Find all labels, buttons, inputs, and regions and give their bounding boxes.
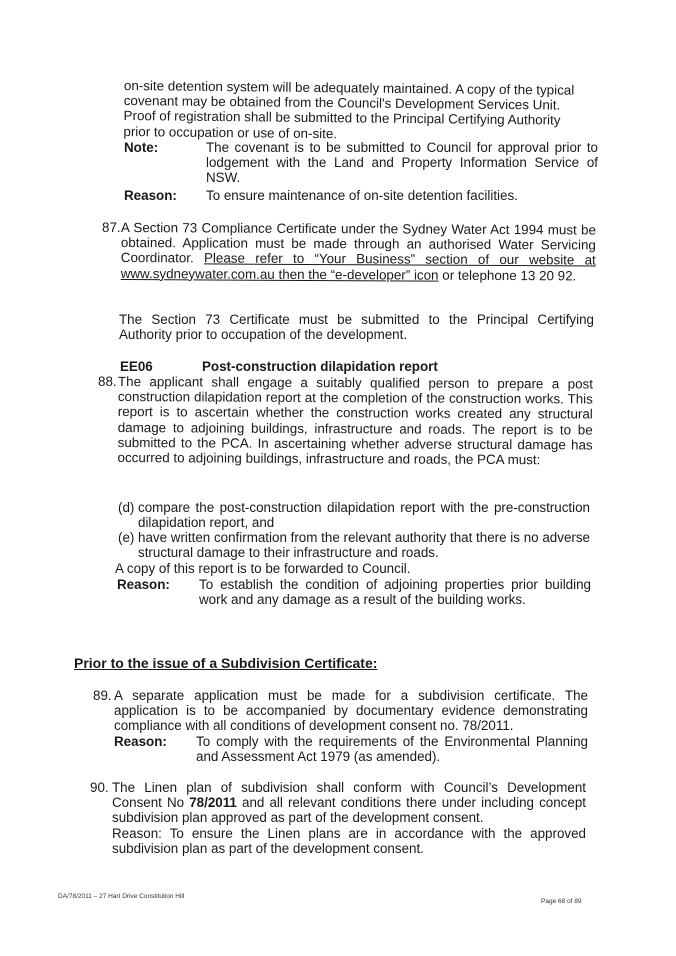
reason-label: Reason: [124,188,177,203]
section-heading: Prior to the issue of a Subdivision Certificate: [74,655,378,671]
condition-87-para2: The Section 73 Certificate must be submitted to the Principal Certifying Authority prior to occupation of the development. [119,312,594,343]
text-line: on-site detention system will be adequately maintained. A copy of the typical [123,78,575,98]
text-line: Proof of registration shall be submitted to the Principal Certifying Authority [123,108,561,128]
consent-number: 78/2011 [189,795,237,811]
condition-86-text [123,78,598,144]
footer-document-ref: DA/78/2011 – 27 Hart Drive Constitution Hill [58,893,185,900]
ee06-heading [120,359,438,374]
reason-label: Reason: [114,734,167,749]
note-text: The covenant is to be submitted to Council for approval prior to lodgement with the Land and Property Information Service of NSW. [206,140,598,186]
reason-text: To comply with the requirements of the Environmental Planning and Assessment Act 1979 (as amended). [196,734,588,765]
copy-note: A copy of this report is to be forwarded to Council. [115,561,411,576]
footer-page-number: Page 68 of 89 [541,898,582,905]
condition-number: 89. [93,688,112,703]
condition-90-body-cont: and all relevant conditions there under including concept subdivision plan approved as part of the development consent. [112,795,586,826]
condition-88-text: The applicant shall engage a suitably qualified person to prepare a post construction dilapidation report at the completion of the construction works. This report is to ascertain whether the construction works created any structural damage to adjoining buildings, infrastructure and roads. The report is to be submitted to the PCA. In ascertaining whether adverse structural damage has occurred to adjoining buildings, infrastructure and roads, the PCA must: [117,374,593,468]
condition-90-body: The Linen plan of subdivision shall conform with Council’s Development Consent No [112,780,586,811]
ee06-title: Post-construction dilapidation report [202,359,438,374]
condition-87-body: A Section 73 Compliance Certificate under the Sydney Water Act 1994 must be obtained. Application must be made through an authorised Water Servicing Coordinator. [120,220,596,266]
list-item-label: (e) [118,530,135,545]
ee06-code: EE06 [120,359,153,374]
condition-number: 90. [90,780,109,795]
list-item-text: have written confirmation from the relevant authority that there is no adverse structural damage to their infrastructure and roads. [138,530,590,561]
condition-number: 87. [102,220,121,235]
condition-87-phone: or telephone 13 20 92. [438,267,577,283]
list-item-label: (d) [118,500,135,515]
list-item-text: compare the post-construction dilapidation report with the pre-construction dilapidation report, and [138,500,590,531]
reason-label: Reason: [117,577,170,592]
sydney-water-link[interactable]: Please refer to “Your Business” section of our website at www.sydneywater.com.au then the “e-developer” icon [120,250,596,283]
condition-90-reason: Reason: To ensure the Linen plans are in accordance with the approved subdivision plan as part of the development consent. [112,826,586,857]
reason-text: To ensure maintenance of on-site detention facilities. [206,188,518,203]
condition-number: 88. [98,374,117,389]
note-label: Note: [124,140,159,155]
text-line: prior to occupation or use of on-site. [123,123,338,141]
condition-87-text [121,220,596,283]
condition-89-text: A separate application must be made for a subdivision certificate. The application is to be accompanied by documentary evidence demonstrating compliance with all conditions of development consent no. 78/2011. [114,688,588,734]
reason-text: To establish the condition of adjoining properties prior building work and any damage as a result of the building works. [199,577,591,608]
condition-90-text [112,780,586,826]
text-line: covenant may be obtained from the Council's Development Services Unit. [123,93,561,113]
